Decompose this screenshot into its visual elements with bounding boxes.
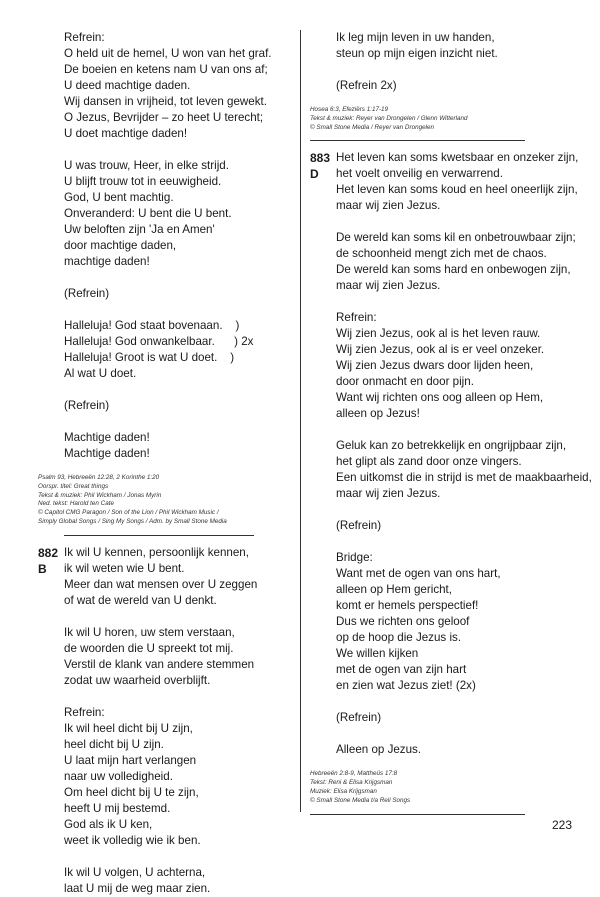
lyric-line: steun op mijn eigen inzicht niet. — [336, 47, 498, 60]
lyric-line: Het leven kan soms kwetsbaar en onzeker zijn, — [336, 151, 579, 165]
song-881-end-lyrics — [38, 30, 290, 462]
lyric-line: Refrein: — [336, 311, 377, 325]
lyric-line: Machtige daden! — [64, 431, 150, 444]
lyric-line: machtige daden! — [64, 255, 150, 268]
page-number: 223 — [551, 818, 572, 832]
lyric-line: of wat de wereld van U denkt. — [64, 593, 217, 607]
credit-line: Tekst & muziek: Reyer van Drongelen / Glenn Witterland — [310, 114, 468, 122]
lyric-line: door machtige daden, — [64, 239, 177, 252]
credit-line: Oorspr. titel: Great things — [38, 482, 109, 490]
lyric-line: Onveranderd: U bent die U bent. — [64, 207, 232, 220]
song-882-lyrics — [38, 545, 290, 897]
credits-rule — [310, 140, 525, 141]
song-883-credits — [310, 770, 572, 805]
lyric-line: laat U mij de weg maar zien. — [64, 881, 211, 895]
lyric-line: (Refrein) — [336, 711, 382, 725]
song-882-end-lyrics — [310, 30, 572, 94]
lyric-line: De wereld kan soms hard en onbewogen zijn, — [336, 263, 571, 277]
lyric-line: De boeien en ketens nam U van ons af; — [64, 63, 268, 76]
credit-line: Simply Global Songs / Sing My Songs / Adm. by Small Stone Media — [38, 517, 227, 525]
lyric-line: Alleen op Jezus. — [336, 743, 422, 757]
lyric-line: Uw beloften zijn 'Ja en Amen' — [64, 223, 215, 236]
lyric-line: Want wij richten ons oog alleen op Hem, — [336, 391, 544, 405]
lyric-line: komt er hemels perspectief! — [336, 599, 479, 613]
stanza-gap — [336, 502, 572, 518]
lyric-line: heel dicht bij U zijn. — [64, 737, 164, 751]
lyric-line: U blijft trouw tot in eeuwigheid. — [64, 175, 222, 188]
lyric-line: Ik wil U volgen, U achterna, — [64, 865, 206, 879]
lyric-line: U deed machtige daden. — [64, 79, 191, 92]
credit-line: Tekst & muziek: Phil Wickham / Jonas Myrin — [38, 491, 162, 499]
credit-line: © Small Stone Media t/a Reli Songs — [310, 796, 411, 804]
stanza-gap — [336, 62, 572, 78]
lyric-line: Ik wil U kennen, persoonlijk kennen, — [64, 545, 249, 559]
lyric-line: zodat uw waarheid overblijft. — [64, 673, 211, 687]
lyric-line: het voelt onveilig en verwarrend. — [336, 167, 503, 181]
lyric-line: de schoonheid mengt zich met de chaos. — [336, 247, 547, 261]
lyric-line: Dus we richten ons geloof — [336, 615, 470, 629]
lyric-line: ik wil weten wie U bent. — [64, 561, 185, 575]
lyric-line: We willen kijken — [336, 647, 419, 661]
lyric-line: maar wij zien Jezus. — [336, 487, 441, 501]
lyric-line: Halleluja! God onwankelbaar. ) 2x — [64, 335, 254, 348]
lyric-line: naar uw volledigheid. — [64, 769, 173, 783]
lyric-line: O held uit de hemel, U won van het graf. — [64, 47, 272, 60]
lyric-line: (Refrein 2x) — [336, 79, 397, 92]
lyric-line: door onmacht en door pijn. — [336, 375, 474, 389]
lyric-line: God als ik U ken, — [64, 817, 153, 831]
lyric-line: Geluk kan zo betrekkelijk en ongrijpbaar zijn, — [336, 439, 567, 453]
lyric-line: alleen op Jezus! — [336, 407, 420, 421]
stanza-gap — [336, 694, 572, 710]
lyric-line: Ik wil heel dicht bij U zijn, — [64, 721, 193, 735]
left-column — [38, 30, 290, 897]
credit-line: © Capitol CMG Paragon / Son of the Lion / Phil Wickham Music / — [38, 509, 219, 517]
lyric-line: Halleluja! God staat bovenaan. ) — [64, 319, 240, 332]
lyric-line: Wij zien Jezus, ook al is er veel onzeker. — [336, 343, 545, 357]
credit-line: Hebreeën 2:8-9, Mattheüs 17:8 — [310, 770, 398, 778]
lyric-line: De wereld kan soms kil en onbetrouwbaar zijn; — [336, 231, 576, 245]
lyric-line: Wij zien Jezus dwars door lijden heen, — [336, 359, 534, 373]
lyric-line: Refrein: — [64, 31, 105, 44]
lyric-line: U laat mijn hart verlangen — [64, 753, 197, 767]
lyric-line: Het leven kan soms koud en heel oneerlijk zijn, — [336, 183, 578, 197]
song-883 — [310, 150, 592, 758]
lyric-line: God, U bent machtig. — [64, 191, 174, 204]
lyric-line: Verstil de klank van andere stemmen — [64, 657, 255, 671]
lyric-line: Wij zien Jezus, ook al is het leven rauw. — [336, 327, 541, 341]
lyric-line: maar wij zien Jezus. — [336, 279, 441, 293]
credit-line: Muziek: Elisa Krijgsman — [310, 787, 377, 795]
lyric-line: Meer dan wat mensen over U zeggen — [64, 577, 258, 591]
lyric-line: (Refrein) — [64, 287, 110, 300]
stanza-gap — [64, 689, 290, 705]
lyric-line: heeft U mij bestemd. — [64, 801, 171, 815]
stanza-gap — [64, 382, 290, 398]
lyric-line: het glipt als zand door onze vingers. — [336, 455, 522, 469]
stanza-gap — [336, 422, 572, 438]
song-882-credits — [310, 106, 572, 132]
lyric-line: U doet machtige daden! — [64, 127, 188, 140]
credit-line: Hosea 6:3, Efeziërs 1:17-19 — [310, 106, 389, 113]
stanza-gap — [64, 609, 290, 625]
song-882-number: 882 B — [38, 545, 59, 576]
credit-line: Ned. tekst: Harold ten Cate — [38, 500, 114, 508]
stanza-gap — [336, 214, 572, 230]
credit-line: Tekst: Reni & Elisa Krijgsman — [310, 779, 393, 787]
lyric-line: de woorden die U spreekt tot mij. — [64, 641, 234, 655]
song-882 — [38, 545, 290, 897]
lyric-line: O Jezus, Bevrijder – zo heet U terecht; — [64, 111, 264, 124]
lyric-line: (Refrein) — [336, 519, 382, 533]
song-881-credits — [38, 474, 290, 527]
lyric-line: met de ogen van zijn hart — [336, 663, 467, 677]
lyric-line: en zien wat Jezus ziet! (2x) — [336, 679, 476, 693]
lyric-line: Ik wil U horen, uw stem verstaan, — [64, 625, 235, 639]
song-883-lyrics — [310, 150, 592, 758]
lyric-line: op de hoop die Jezus is. — [336, 631, 462, 645]
lyric-line: weet ik volledig wie ik ben. — [64, 833, 201, 847]
lyric-line: Machtige daden! — [64, 447, 150, 460]
stanza-gap — [336, 294, 572, 310]
lyric-line: maar wij zien Jezus. — [336, 199, 441, 213]
credit-line: © Small Stone Media / Reyer van Drongelen — [310, 123, 434, 131]
lyric-line: U was trouw, Heer, in elke strijd. — [64, 159, 229, 172]
stanza-gap — [64, 270, 290, 286]
credits-rule — [64, 535, 254, 536]
lyric-line: Want met de ogen van ons hart, — [336, 567, 501, 581]
stanza-gap — [336, 726, 572, 742]
credits-rule — [310, 814, 525, 815]
lyric-line: Een uitkomst die in strijd is met de maakbaarheid, — [336, 471, 592, 485]
stanza-gap — [64, 849, 290, 865]
stanza-gap — [64, 142, 290, 158]
lyric-line: Ik leg mijn leven in uw handen, — [336, 31, 495, 44]
stanza-gap — [64, 414, 290, 430]
lyric-line: (Refrein) — [64, 399, 110, 412]
song-883-number: 883 D — [310, 151, 331, 182]
stanza-gap — [336, 534, 572, 550]
stanza-gap — [64, 302, 290, 318]
right-column — [310, 30, 592, 824]
lyric-line: Refrein: — [64, 705, 105, 719]
lyric-line: Wij dansen in vrijheid, tot leven gewekt. — [64, 95, 267, 108]
lyric-line: Bridge: — [336, 551, 373, 565]
lyric-line: Al wat U doet. — [64, 367, 137, 380]
credit-line: Psalm 93, Hebreeën 12:28, 2 Korinthe 1:20 — [38, 474, 160, 481]
lyric-line: Om heel dicht bij U te zijn, — [64, 785, 199, 799]
lyric-line: Halleluja! Groot is wat U doet. ) — [64, 351, 235, 364]
column-divider — [300, 30, 301, 812]
lyric-line: alleen op Hem gericht, — [336, 583, 452, 597]
